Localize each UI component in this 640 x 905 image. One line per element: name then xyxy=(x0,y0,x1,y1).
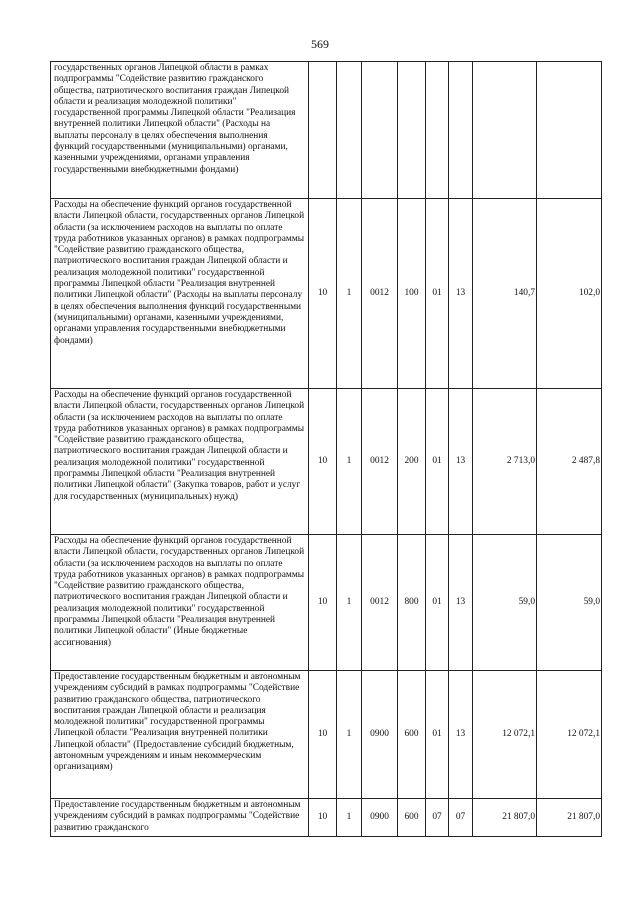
cell-value-2: 102,0 xyxy=(537,199,602,389)
cell-col1: 10 xyxy=(309,535,337,671)
cell-col1: 10 xyxy=(309,799,337,837)
cell-description: Предоставление государственным бюджетным и автономным учреждениям субсидий в рамках подпрограммы "Содействие развитию гражданского общества, патриотического воспитания граждан Липецкой области и реализация молодежной политики" государственной программы Липецкой области "Реализация внутренней политики Липецкой области" (Предоставление субсидий бюджетным, автономным учреждениям и иным некоммерческим организациям) xyxy=(51,671,309,799)
cell-col5: 01 xyxy=(426,671,449,799)
cell-col3: 0012 xyxy=(362,535,398,671)
budget-table xyxy=(50,61,602,837)
cell-col6: 13 xyxy=(449,389,473,535)
cell-col3: 0012 xyxy=(362,389,398,535)
cell-col4: 200 xyxy=(398,389,426,535)
cell-col4: 100 xyxy=(398,199,426,389)
cell-col3: 0900 xyxy=(362,799,398,837)
cell-col4 xyxy=(398,62,426,199)
cell-col6 xyxy=(449,62,473,199)
cell-col3: 0012 xyxy=(362,199,398,389)
cell-value-2: 2 487,8 xyxy=(537,389,602,535)
cell-col5: 01 xyxy=(426,199,449,389)
table-row xyxy=(51,671,602,799)
cell-col4: 800 xyxy=(398,535,426,671)
cell-col6: 07 xyxy=(449,799,473,837)
cell-col5 xyxy=(426,62,449,199)
cell-col2: 1 xyxy=(337,199,362,389)
cell-col2: 1 xyxy=(337,535,362,671)
page-number: 569 xyxy=(311,37,329,51)
cell-value-2: 12 072,1 xyxy=(537,671,602,799)
cell-col5: 07 xyxy=(426,799,449,837)
cell-col1: 10 xyxy=(309,199,337,389)
cell-value-1: 21 807,0 xyxy=(473,799,537,837)
cell-value-1: 59,0 xyxy=(473,535,537,671)
table-row xyxy=(51,389,602,535)
cell-col2: 1 xyxy=(337,389,362,535)
cell-description: Расходы на обеспечение функций органов государственной власти Липецкой области, государственных органов Липецкой области (за исключением расходов на выплаты по оплате труда работников указанных органов) в рамках подпрограммы "Содействие развитию гражданского общества, патриотического воспитания граждан Липецкой области и реализация молодежной политики" государственной программы Липецкой области "Реализация внутренней политики Липецкой области" (Закупка товаров, работ и услуг для государственных (муниципальных) нужд) xyxy=(51,389,309,535)
cell-col1: 10 xyxy=(309,389,337,535)
cell-description: Расходы на обеспечение функций органов государственной власти Липецкой области, государственных органов Липецкой области (за исключением расходов на выплаты по оплате труда работников указанных органов) в рамках подпрограммы "Содействие развитию гражданского общества, патриотического воспитания граждан Липецкой области и реализация молодежной политики" государственной программы Липецкой области "Реализация внутренней политики Липецкой области" (Иные бюджетные ассигнования) xyxy=(51,535,309,671)
cell-value-1 xyxy=(473,62,537,199)
cell-col6: 13 xyxy=(449,671,473,799)
table-row xyxy=(51,199,602,389)
cell-value-1: 140,7 xyxy=(473,199,537,389)
cell-value-2 xyxy=(537,62,602,199)
cell-col3 xyxy=(362,62,398,199)
table-row xyxy=(51,799,602,837)
cell-col2 xyxy=(337,62,362,199)
cell-col3: 0900 xyxy=(362,671,398,799)
cell-col2: 1 xyxy=(337,799,362,837)
cell-value-2: 59,0 xyxy=(537,535,602,671)
cell-col5: 01 xyxy=(426,389,449,535)
cell-description: Расходы на обеспечение функций органов государственной власти Липецкой области, государственных органов Липецкой области (за исключением расходов на выплаты по оплате труда работников указанных органов) в рамках подпрограммы "Содействие развитию гражданского общества, патриотического воспитания граждан Липецкой области и реализация молодежной политики" государственной программы Липецкой области "Реализация внутренней политики Липецкой области" (Расходы на выплаты персоналу в целях обеспечения выполнения функций государственными (муниципальными) органами, казенными учреждениями, органами управления государственными внебюджетными фондами) xyxy=(51,199,309,389)
table-row xyxy=(51,535,602,671)
cell-col1: 10 xyxy=(309,671,337,799)
cell-col4: 600 xyxy=(398,671,426,799)
cell-col1 xyxy=(309,62,337,199)
cell-value-1: 12 072,1 xyxy=(473,671,537,799)
cell-col6: 13 xyxy=(449,535,473,671)
cell-col2: 1 xyxy=(337,671,362,799)
cell-description: Предоставление государственным бюджетным и автономным учреждениям субсидий в рамках подпрограммы "Содействие развитию гражданского xyxy=(51,799,309,837)
cell-col6: 13 xyxy=(449,199,473,389)
cell-col5: 01 xyxy=(426,535,449,671)
table-row xyxy=(51,62,602,199)
cell-col4: 600 xyxy=(398,799,426,837)
cell-value-2: 21 807,0 xyxy=(537,799,602,837)
cell-description: государственных органов Липецкой области в рамках подпрограммы "Содействие развитию гражданского общества, патриотического воспитания граждан Липецкой области и реализация молодежной политики" государственной программы Липецкой области "Реализация внутренней политики Липецкой области" (Расходы на выплаты персоналу в целях обеспечения выполнения функций государственными (муниципальными) органами, казенными учреждениями, органами управления государственными внебюджетными фондами) xyxy=(51,62,309,199)
cell-value-1: 2 713,0 xyxy=(473,389,537,535)
